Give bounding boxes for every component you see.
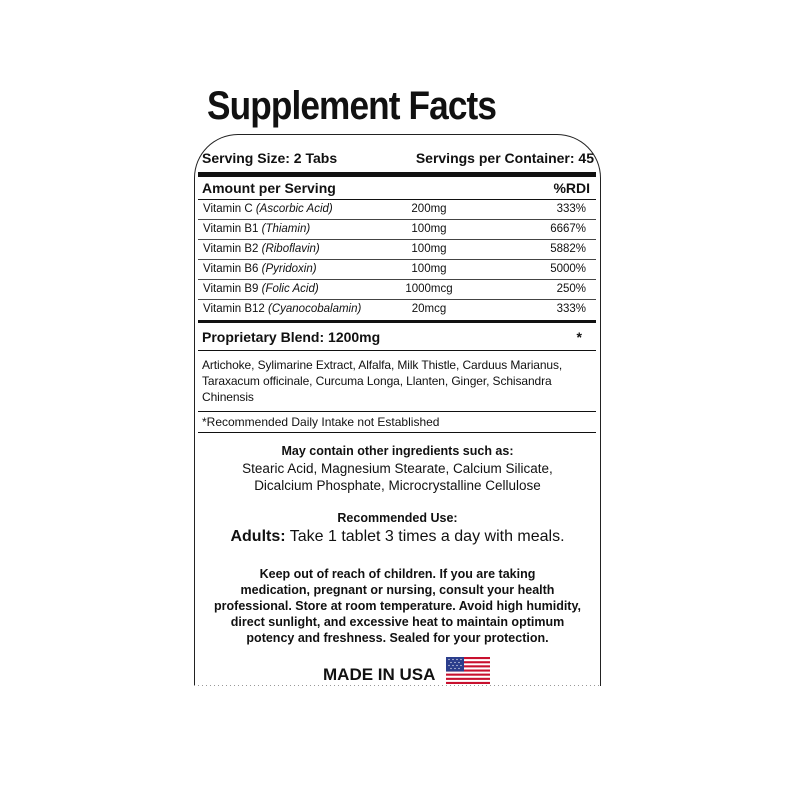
- recommended-use-heading: Recommended Use:: [337, 511, 458, 525]
- warning-line-4: direct sunlight, and excessive heat to maintain optimum: [230, 615, 565, 629]
- proprietary-blend-label: Proprietary Blend: 1200mg: [202, 329, 381, 345]
- nutrient-amount: 100mg: [411, 223, 447, 235]
- nutrient-name: Vitamin C (Ascorbic Acid): [203, 203, 333, 215]
- nutrient-name: Vitamin B2 (Riboflavin): [203, 243, 320, 255]
- other-ingredients-line-2: Dicalcium Phosphate, Microcrystalline Cellulose: [254, 478, 541, 493]
- table-row: [198, 240, 596, 260]
- nutrient-amount: 200mg: [411, 203, 447, 215]
- table-row: [198, 200, 596, 220]
- warning-line-1: Keep out of reach of children. If you are taking: [259, 567, 536, 581]
- nutrient-amount: 1000mcg: [405, 283, 453, 295]
- rdi-header: %RDI: [553, 180, 590, 196]
- nutrient-amount: 100mg: [411, 243, 447, 255]
- other-ingredients-heading: May contain other ingredients such as:: [281, 444, 514, 458]
- table-row: [198, 260, 596, 280]
- proprietary-blend-rdi: *: [576, 329, 582, 345]
- table-row: [198, 280, 596, 300]
- nutrient-amount: 100mg: [411, 263, 447, 275]
- nutrient-rdi: 333%: [556, 203, 586, 215]
- servings-per-container: Servings per Container: 45: [415, 150, 594, 166]
- nutrient-rdi: 333%: [556, 303, 586, 315]
- adults-label: Adults:: [230, 528, 286, 545]
- serving-row: [198, 144, 596, 172]
- amount-per-serving-label: Amount per Serving: [202, 180, 336, 196]
- table-row: [198, 300, 596, 320]
- nutrient-amount: 20mcg: [411, 303, 447, 315]
- supplement-facts-table: [198, 144, 596, 433]
- proprietary-blend-row: [198, 323, 596, 350]
- warning-line-2: medication, pregnant or nursing, consult your health: [240, 583, 555, 597]
- made-in-usa-label: MADE IN USA: [323, 665, 436, 684]
- nutrient-name: Vitamin B12 (Cyanocobalamin): [203, 303, 362, 315]
- us-flag-icon: [446, 657, 490, 684]
- page-title: Supplement Facts: [207, 84, 497, 128]
- other-ingredients-line-1: Stearic Acid, Magnesium Stearate, Calcium Silicate,: [242, 461, 553, 476]
- nutrient-name: Vitamin B6 (Pyridoxin): [203, 263, 317, 275]
- nutrient-rdi: 250%: [556, 283, 586, 295]
- recommended-use-text: [194, 528, 601, 546]
- footnote: *Recommended Daily Intake not Established: [202, 415, 440, 429]
- nutrient-rdi: 6667%: [550, 223, 586, 235]
- amount-header-row: [198, 177, 596, 199]
- nutrient-name: Vitamin B9 (Folic Acid): [203, 283, 319, 295]
- adults-instructions: Take 1 tablet 3 times a day with meals.: [289, 528, 565, 545]
- table-row: [198, 220, 596, 240]
- blend-ingredients: Artichoke, Sylimarine Extract, Alfalfa, Milk Thistle, Carduus Marianus, Taraxacum officinale, Curcuma Longa, Llanten, Ginger, Schisandra Chinensis: [202, 358, 563, 404]
- nutrient-name: Vitamin B1 (Thiamin): [203, 223, 311, 235]
- divider-thin: [198, 432, 596, 433]
- serving-size: Serving Size: 2 Tabs: [202, 150, 338, 166]
- warning-line-3: professional. Store at room temperature. Avoid high humidity,: [214, 599, 581, 613]
- nutrient-rdi: 5000%: [550, 263, 586, 275]
- footnote-row: [198, 412, 596, 432]
- nutrient-rdi: 5882%: [550, 243, 586, 255]
- warning-line-5: potency and freshness. Sealed for your protection.: [246, 631, 549, 645]
